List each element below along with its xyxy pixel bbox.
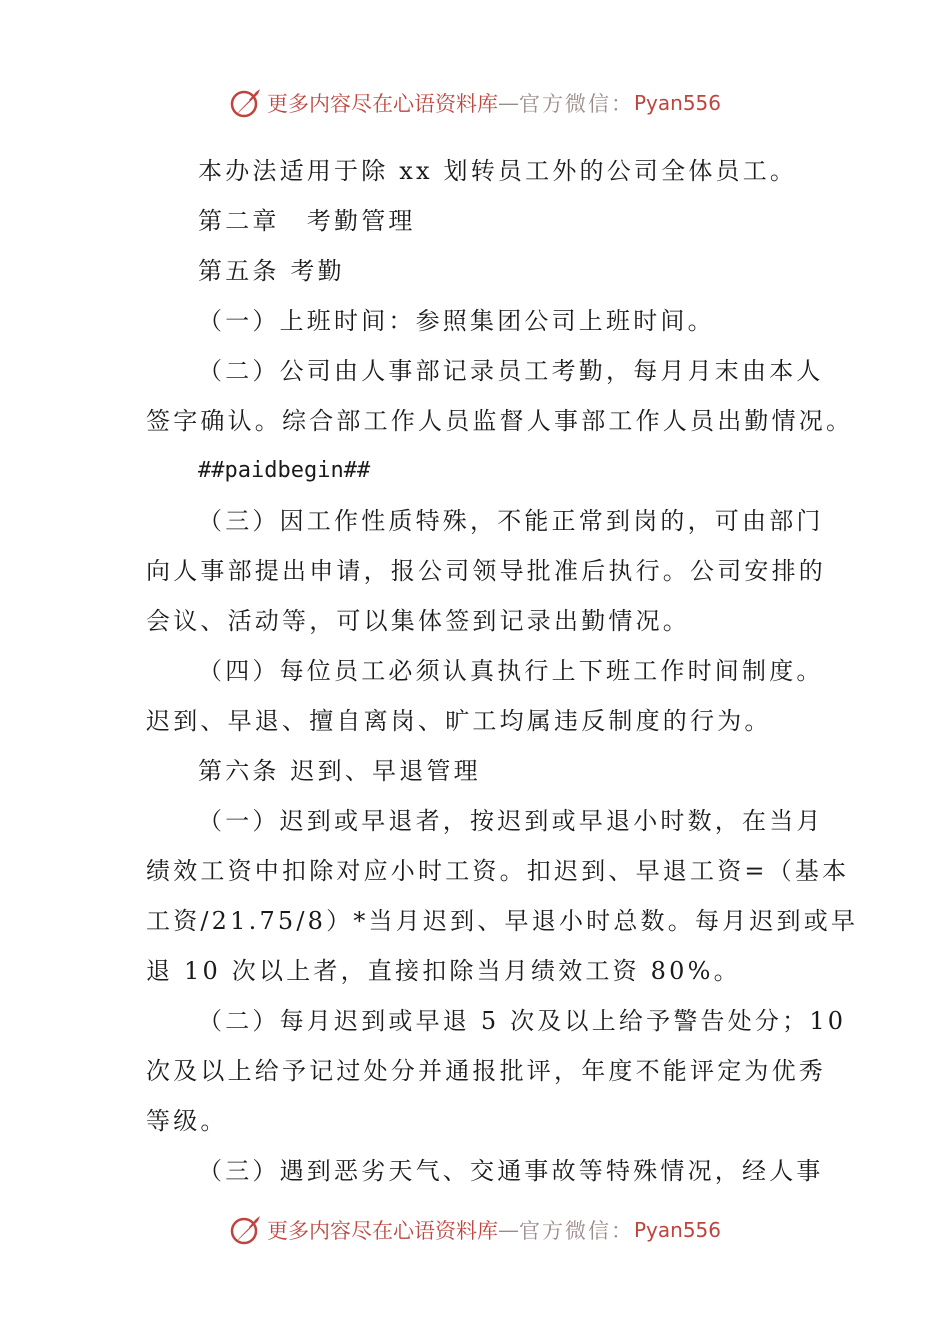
paragraph-line: 等级。 (146, 1107, 228, 1135)
paragraph-line: 次及以上给予记过处分并通报批评，年度不能评定为优秀 (146, 1057, 826, 1085)
paragraph-line: （三）因工作性质特殊，不能正常到岗的，可由部门 (198, 507, 824, 535)
banner-wechat-label: 官方微信： (518, 1219, 634, 1243)
banner-wechat-id: Pyan556 (633, 1218, 721, 1242)
article-heading: 第六条 迟到、早退管理 (198, 757, 481, 785)
paragraph-line: 工资/21.75/8）*当月迟到、早退小时总数。每月迟到或早 (146, 907, 859, 935)
paragraph-line: 退 10 次以上者，直接扣除当月绩效工资 80%。 (146, 957, 741, 985)
banner-separator: — (497, 91, 519, 115)
paragraph-line: （一）迟到或早退者，按迟到或早退小时数，在当月 (198, 807, 824, 835)
header-banner (0, 83, 950, 123)
paragraph-line: 绩效工资中扣除对应小时工资。扣迟到、早退工资=（基本 (146, 857, 850, 885)
paragraph-line: （二）每月迟到或早退 5 次及以上给予警告处分；10 (198, 1007, 847, 1035)
paragraph-line: 迟到、早退、擅自离岗、旷工均属违反制度的行为。 (146, 707, 772, 735)
quill-pen-logo-icon (229, 1213, 263, 1247)
paragraph-line: 本办法适用于除 xx 划转员工外的公司全体员工。 (198, 157, 798, 185)
banner-wechat-id: Pyan556 (633, 91, 721, 115)
paragraph-line: 会议、活动等，可以集体签到记录出勤情况。 (146, 607, 690, 635)
paragraph-line: （四）每位员工必须认真执行上下班工作时间制度。 (198, 657, 824, 685)
paragraph-line: （三）遇到恶劣天气、交通事故等特殊情况，经人事 (198, 1157, 824, 1185)
article-heading: 第五条 考勤 (198, 257, 345, 285)
paragraph-line: （二）公司由人事部记录员工考勤，每月月末由本人 (198, 357, 824, 385)
banner-title: 更多内容尽在心语资料库 (266, 1219, 498, 1243)
footer-banner (0, 1210, 950, 1250)
paragraph-line: 向人事部提出申请，报公司领导批准后执行。公司安排的 (146, 557, 826, 585)
banner-title: 更多内容尽在心语资料库 (266, 92, 498, 116)
banner-wechat-label: 官方微信： (518, 92, 634, 116)
banner-separator: — (497, 1218, 519, 1242)
paragraph-line: （一）上班时间：参照集团公司上班时间。 (198, 307, 715, 335)
paid-marker: ##paidbegin## (198, 458, 371, 483)
chapter-heading: 第二章 考勤管理 (198, 207, 416, 235)
paragraph-line: 签字确认。综合部工作人员监督人事部工作人员出勤情况。 (146, 407, 854, 435)
quill-pen-logo-icon (229, 86, 263, 120)
